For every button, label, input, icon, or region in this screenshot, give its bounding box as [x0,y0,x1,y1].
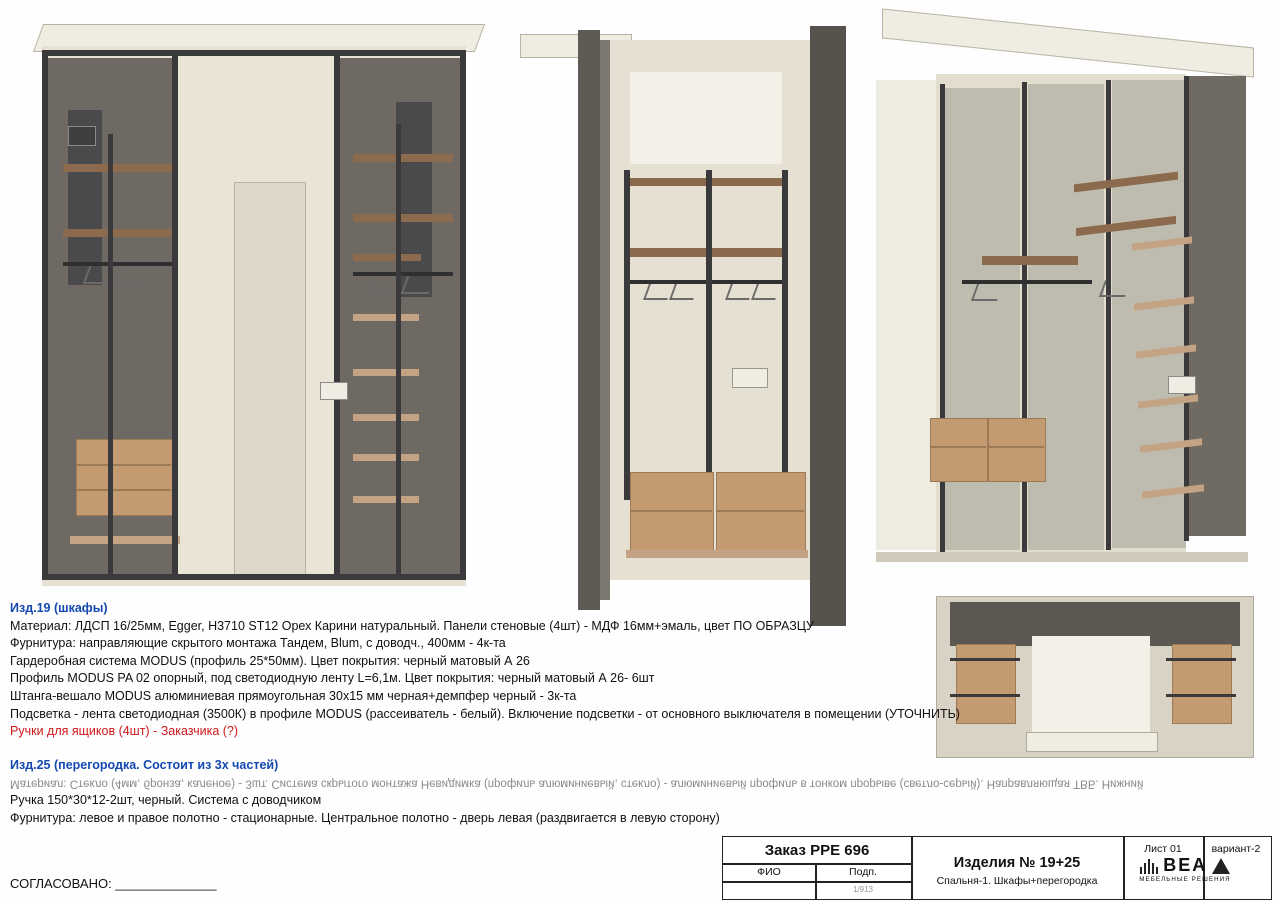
horizontal-profile [42,574,466,580]
center-door-leaf [234,182,306,576]
spec-line-warning: Ручки для ящиков (4шт) - Заказчика (?) [10,724,239,739]
drawer-unit [716,472,806,552]
section-title-19: Изд.19 (шкафы) [10,601,108,615]
drawer-divider [930,446,986,448]
vertical-profile [624,170,630,500]
plan-inner-floor [1032,636,1150,732]
hanging-rod [353,272,453,276]
vertical-profile [706,170,712,500]
shelf [353,454,419,461]
right-side-panel [1186,76,1246,536]
view-front-elevation [8,14,488,594]
vertical-profile [1106,80,1111,550]
back-wall-upper [630,72,782,164]
drawer-divider [76,464,171,466]
drawer-base-shelf [70,536,180,544]
vertical-profile [460,50,466,580]
shelf [63,164,173,172]
left-door-leaf-edge [600,40,610,600]
agreement-line: СОГЛАСОВАНО: ______________ [10,876,217,891]
spec-line: Гардеробная система MODUS (профиль 25*50мм). Цвет покрытия: черный матовый А 26 [10,653,530,668]
spec-line: Фурнитура: направляющие скрытого монтажа Тандем, Blum, с доводч., 400мм - 4к-та [10,636,506,651]
spec-line: Фурнитура: левое и правое полотно - стационарные. Центральное полотно - дверь левая (раздвигается в левую сторону) [10,810,720,825]
variant-number: вариант-2 [1211,843,1261,855]
date-stamp: 1/913 [852,885,874,894]
drawer-unit [630,472,714,552]
right-open-door [396,102,432,297]
shelf [353,214,453,222]
plan-profile [1166,694,1236,697]
product-subtitle: Спальня-1. Шкафы+перегородка [936,875,1098,887]
hanging-rod [63,262,173,266]
vertical-profile [42,50,48,580]
vertical-profile [172,50,178,580]
drawer-unit [988,418,1046,482]
order-number: Заказ PPE 696 [764,842,870,859]
logo-letters: BEA [1163,855,1208,875]
section-title-25: Изд.25 (перегородка. Состоит из 3х частей) [10,757,279,772]
horizontal-profile [42,50,466,56]
drawer-unit [930,418,988,482]
shelf [353,254,421,261]
shelf [353,154,453,162]
bars-icon [1140,858,1159,874]
view-plan [936,596,1256,766]
center-vertical-profile [108,134,113,574]
triangle-icon [1212,858,1230,874]
left-side-panel [876,80,936,550]
spec-line: Подсветка - лента светодиодная (3500К) в профиле MODUS (рассеиватель - белый). Включение подсветки - от основного выключателя в помещении (УТОЧНИТЬ) [10,706,960,721]
shelf [353,369,419,376]
spec-line: Профиль MODUS PA 02 опорный, под светодиодную ленту L=6,1м. Цвет покрытия: черный матовый А 26- 6шт [10,671,655,686]
tb-divider [723,881,911,883]
fio-label: ФИО [757,866,781,878]
socket-plate [732,368,768,388]
drawer-base-shelf [626,550,808,558]
vertical-profile [1184,76,1189,541]
drawer-divider [716,510,804,512]
shelf [353,496,419,503]
accessory-box [68,126,96,146]
shelf [63,229,173,237]
right-door-leaf [810,26,846,626]
view-isometric [862,18,1272,588]
plan-wardrobe-right [1172,644,1232,724]
vertical-profile [782,170,788,500]
vertical-profile [940,84,945,554]
center-vertical-profile [396,124,401,574]
company-logo [1125,852,1245,883]
shelf [982,256,1078,265]
podp-label: Подп. [849,866,877,878]
vertical-profile [334,50,340,580]
spec-line-mirrored: Материал: Стекло (4мм, бронза, каленое) - 3шт. Система скрытого монтажа Невидимка (профиль алюминиевый, стекло) - алюминиевый профиль в тонком прорыве (светло-серый). Направляющая ТВБ. Нижний [10,777,1144,790]
drawer-divider [76,489,171,491]
tb-divider [723,863,911,865]
spec-line: Ручка 150*30*12-2шт, черный. Система с доводчиком [10,792,322,807]
floor-edge [876,552,1248,562]
spec-line: Материал: ЛДСП 16/25мм, Egger, H3710 ST12 Орех Карини натуральный. Панели стеновые (4шт) - МДФ 16мм+эмаль, цвет ПО ОБРАЗЦУ [10,618,814,633]
plan-profile [1166,658,1236,661]
sheet-number: Лист 01 [1144,843,1182,855]
logo-subtitle: МЕБЕЛЬНЫЕ РЕШЕНИЯ [1139,876,1231,883]
shelf [353,314,419,321]
spec-line: Штанга-вешало MODUS алюминиевая прямоугольная 30х15 мм черная+демпфер черный - 3к-та [10,688,577,703]
glass-door-3 [1112,80,1186,548]
accessory-box [320,382,348,400]
shelf [353,414,419,421]
product-title: Изделия № 19+25 [953,855,1081,871]
top-slab [882,8,1254,77]
view-section [520,10,850,610]
left-door-leaf [578,30,600,610]
drawer-unit [76,439,173,516]
plan-bottom-strip [1026,732,1158,752]
specification-text [10,600,1144,827]
accessory-box [1168,376,1196,394]
drawer-divider [988,446,1044,448]
drawer-divider [630,510,712,512]
